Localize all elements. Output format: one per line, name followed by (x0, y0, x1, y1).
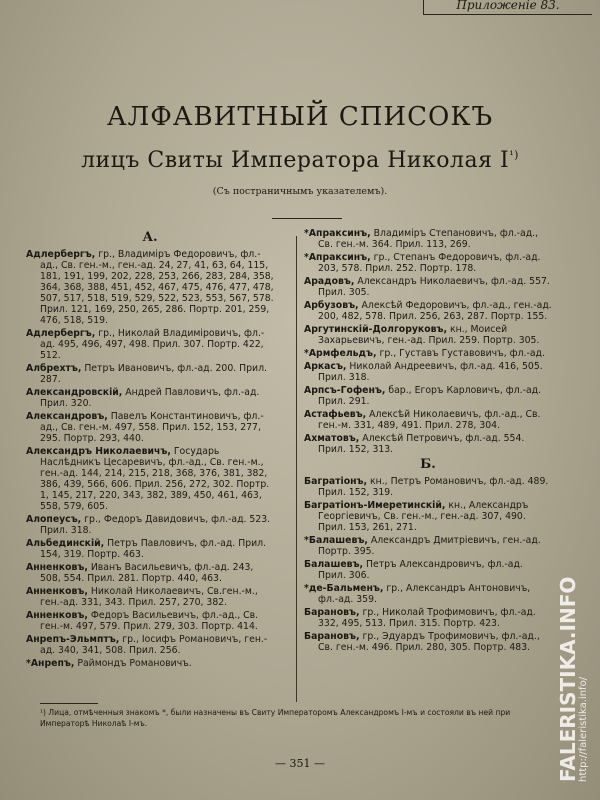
list-item (26, 363, 274, 385)
list-item (304, 385, 552, 407)
entry-name: Анненковъ, (26, 586, 88, 597)
entry-details: Раймондъ Романовичъ. (74, 658, 192, 669)
subtitle-note: (Съ постраничнымъ указателемъ). (212, 186, 388, 197)
list-item (26, 634, 274, 656)
entry-name: Александровскій, (26, 387, 123, 398)
list-item (26, 249, 274, 326)
entry-name: Арадовъ, (304, 276, 355, 287)
entry-details: гр., Николай Владиміровичъ, фл.-ад. 495, 496, 497, 498. Прил. 307. Портр. 422, 512. (40, 328, 265, 361)
entry-name: Багратіонъ, (304, 476, 368, 487)
entry-details: Николай Андреевичъ, фл.-ад. 416, 505. Прил. 318. (318, 361, 543, 383)
entry-name: Анненковъ, (26, 610, 88, 621)
entry-name: Балашевъ, (304, 559, 364, 570)
entry-details: Александръ Николаевичъ, фл.-ад. 557. Прил. 305. (318, 276, 550, 298)
entry-name: Албрехтъ, (26, 363, 82, 374)
list-item (26, 411, 274, 444)
footnote: ¹) Лица, отмѣченныя знакомъ *, были назначены въ Свиту Императоромъ Александромъ I-мъ и состояли въ ней при Императорѣ Николаѣ I-мъ. (40, 708, 511, 728)
section-letter-a: А. (142, 230, 158, 245)
list-item (304, 252, 552, 274)
entry-name: Астафьевъ, (304, 409, 367, 420)
entry-name: *Анрепъ, (26, 658, 75, 669)
list-item (26, 586, 274, 608)
entry-name: *Балашевъ, (304, 535, 368, 546)
watermark-url: http://faleristika.info/ (578, 676, 589, 782)
watermark-brand: FALERISTIKA.INFO (556, 576, 580, 782)
entry-details: гр., Владиміръ Федоровичъ, фл.-ад., Св. ген.-м., ген.-ад. 24, 27, 41, 63, 64, 115, 181, 191, 199, 202, 228, 253, 266, 283, 284, 358, 364, 368, 388, 451, 452, 467, 475, 476, 477, 478, 507, 517, 518, 519, 529, 522, 523, 553, 567, 578. Прил. 121, 169, 250, 265, 286. Портр. 201, 259, 476, 518, 519. (40, 249, 274, 326)
list-item (26, 328, 274, 361)
entry-name: Александровъ, (26, 411, 108, 422)
entry-details: Алексѣй Петровичъ, фл.-ад. 554. Прил. 152, 313. (318, 433, 525, 455)
subtitle-text: лицъ Свиты Императора Николая I (81, 148, 510, 173)
entry-name: Барановъ, (304, 607, 360, 618)
entry-details: Иванъ Васильевичъ, фл.-ад. 243, 508, 554. Прил. 281. Портр. 440, 463. (40, 562, 254, 584)
page-subtitle (0, 148, 600, 173)
entry-name: Арпсъ-Гофенъ, (304, 385, 386, 396)
entry-details: Николай Николаевичъ, Св.ген.-м., ген.-ад. 331, 343. Прил. 257, 270, 382. (40, 586, 258, 608)
appendix-label: Приложеніе 83. (423, 0, 592, 15)
entry-details: Андрей Павловичъ, фл.-ад. Прил. 320. (40, 387, 260, 409)
list-item (26, 514, 274, 536)
column-divider (296, 236, 297, 702)
entry-details: Федоръ Васильевичъ, фл.-ад., Св. ген.-м. 497, 579. Прил. 279, 303. Портр. 414. (40, 610, 259, 632)
entry-details: Петръ Павловичъ, фл.-ад. Прил. 154, 319. Портр. 463. (40, 538, 267, 560)
list-item (304, 607, 552, 629)
entry-details: гр., Іосифъ Романовичъ, ген.-ад. 340, 341, 508. Прил. 256. (40, 634, 268, 656)
entry-name: Аргутинскій-Долгоруковъ, (304, 324, 448, 335)
footnote-rule (40, 703, 98, 704)
entry-name: Аркасъ, (304, 361, 347, 372)
entry-details: бар., Егоръ Карловичъ, фл.-ад. Прил. 291. (318, 385, 542, 407)
page-number: — 351 — (275, 757, 325, 770)
footnote-mark: ¹) (509, 148, 519, 162)
list-item (26, 446, 274, 512)
entry-name: Ахматовъ, (304, 433, 360, 444)
entry-name: *Апраксинъ, (304, 252, 371, 263)
entry-name: Алопеусъ, (26, 514, 82, 525)
list-item (304, 228, 552, 250)
entry-name: Барановъ, (304, 631, 360, 642)
list-item (26, 538, 274, 560)
entry-details: гр., Густавъ Густавовичъ, фл.-ад. (376, 348, 545, 359)
entry-name: Альбединскій, (26, 538, 105, 549)
entry-details: гр., Федоръ Давидовичъ, фл.-ад. 523. Прил. 318. (40, 514, 271, 536)
list-item (304, 409, 552, 431)
entry-details: Павелъ Константиновичъ, фл.-ад., Св. ген.-м. 497, 558. Прил. 152, 153, 277, 295. Портр. 293, 440. (40, 411, 264, 444)
section-letter-b: Б. (420, 457, 436, 472)
entry-name: Анрепъ-Эльмптъ, (26, 634, 120, 645)
entry-name: *де-Бальменъ, (304, 583, 384, 594)
list-item (26, 387, 274, 409)
watermark (548, 576, 589, 794)
list-item (304, 433, 552, 455)
left-column (26, 228, 274, 671)
list-item (26, 658, 274, 669)
right-column (304, 228, 552, 655)
page-title: АЛФАВИТНЫЙ СПИСОКЪ (106, 102, 494, 132)
entry-name: Александръ Николаевичъ, (26, 446, 171, 457)
list-item (304, 631, 552, 653)
entry-details: Алексѣй Федоровичъ, фл.-ад., ген.-ад. 200, 482, 578. Прил. 256, 263, 287. Портр. 155. (318, 300, 552, 322)
entry-details: Владиміръ Степановичъ, фл.-ад., Св. ген.-м. 364. Прил. 113, 269. (318, 228, 539, 250)
entry-name: *Апраксинъ, (304, 228, 371, 239)
entry-details: Петръ Александровичъ, фл.-ад. Прил. 306. (318, 559, 523, 581)
entry-name: *Армфельдъ, (304, 348, 377, 359)
entry-details: кн., Петръ Романовичъ, фл.-ад. 489. Прил. 152, 319. (318, 476, 549, 498)
list-item (304, 324, 552, 346)
entry-details: Алексѣй Николаевичъ, фл.-ад., Св. ген.-м. 331, 489, 491. Прил. 278, 304. (318, 409, 541, 431)
list-item (304, 583, 552, 605)
entry-details: Александръ Дмитріевичъ, ген.-ад. Портр. 395. (318, 535, 541, 557)
entry-details: Государь Наслѣдникъ Цесаревичъ, фл.-ад., Св. ген.-м., ген.-ад. 144, 214, 215, 218, 368, 376, 381, 382, 386, 439, 566, 606. Прил. 256, 272, 302. Портр. 1, 145, 217, 220, 343, 382, 389, 450, 461, 463, 558, 579, 605. (40, 446, 270, 512)
list-item (304, 535, 552, 557)
entry-details: кн., Александръ Георгіевичъ, Св. ген.-м., ген.-ад. 307, 490. Прил. 153, 261, 271. (318, 500, 529, 533)
entry-details: гр., Степанъ Федоровичъ, фл.-ад. 203, 578. Прил. 252. Портр. 178. (318, 252, 541, 274)
right-entries-a (304, 228, 552, 455)
entry-name: Анненковъ, (26, 562, 88, 573)
list-item (304, 276, 552, 298)
entry-details: гр., Эдуардъ Трофимовичъ, фл.-ад., Св. ген.-м. 496. Прил. 280, 305. Портр. 483. (318, 631, 540, 653)
title-rule (272, 218, 342, 219)
list-item (26, 610, 274, 632)
entry-name: Адлербергъ, (26, 249, 96, 260)
list-item (304, 476, 552, 498)
list-item (304, 361, 552, 383)
entry-name: Багратіонъ-Имеретинскій, (304, 500, 446, 511)
list-item (26, 562, 274, 584)
right-entries-b (304, 476, 552, 653)
entry-details: гр., Николай Трофимовичъ, фл.-ад. 332, 495, 513. Прил. 315. Портр. 423. (318, 607, 536, 629)
list-item (304, 300, 552, 322)
list-item (304, 559, 552, 581)
entry-name: Арбузовъ, (304, 300, 359, 311)
entry-details: кн., Моисей Захарьевичъ, ген.-ад. Прил. 259. Портр. 305. (318, 324, 540, 346)
entry-name: Адлербергъ, (26, 328, 96, 339)
entry-details: Петръ Ивановичъ, фл.-ад. 200. Прил. 287. (40, 363, 267, 385)
list-item (304, 500, 552, 533)
list-item (304, 348, 552, 359)
entry-details: гр., Александръ Антоновичъ, фл.-ад. 359. (318, 583, 531, 605)
